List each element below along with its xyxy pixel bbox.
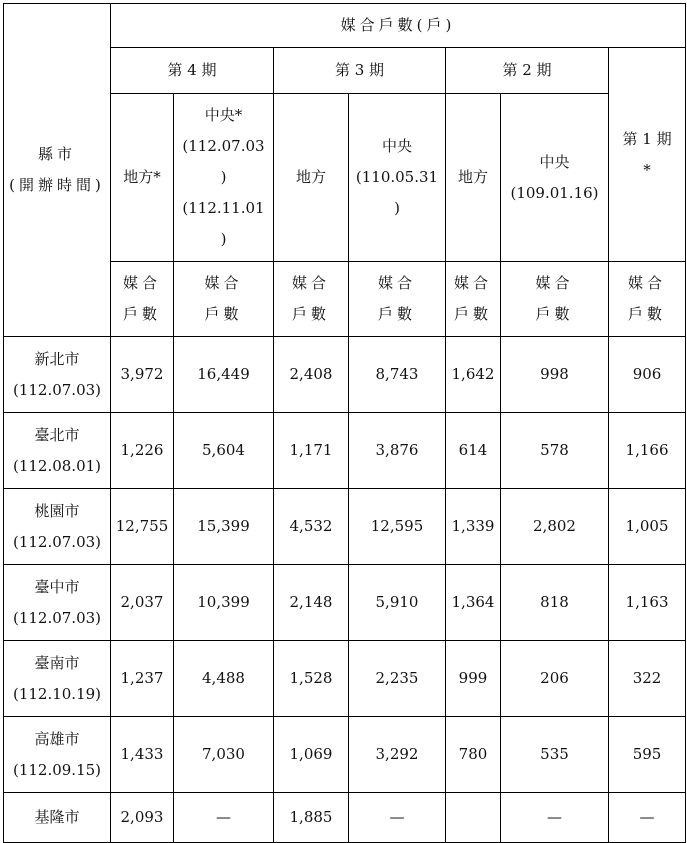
value-cell: 1,171	[274, 413, 349, 489]
table-row	[4, 337, 686, 413]
value-cell: 818	[501, 565, 609, 641]
value-cell: 1,339	[446, 489, 501, 565]
table-row	[4, 413, 686, 489]
value-cell: 578	[501, 413, 609, 489]
period-3-header: 第 3 期	[274, 48, 446, 94]
p3-central-header: 中央 (110.05.31 )	[349, 94, 446, 262]
period-2-header: 第 2 期	[446, 48, 609, 94]
value-cell: 3,972	[111, 337, 174, 413]
value-cell: 1,226	[111, 413, 174, 489]
county-header-sublabel: (開辦時間)	[9, 176, 105, 194]
county-cell: 高雄市 (112.09.15)	[4, 717, 111, 793]
value-cell: 1,885	[274, 793, 349, 843]
value-cell: 2,148	[274, 565, 349, 641]
value-cell: 4,488	[174, 641, 274, 717]
value-cell: 780	[446, 717, 501, 793]
unit-label: 媒合 戶數	[111, 262, 174, 337]
value-cell: 999	[446, 641, 501, 717]
table-row	[4, 717, 686, 793]
value-cell: 322	[609, 641, 686, 717]
value-cell: 1,433	[111, 717, 174, 793]
value-cell: 206	[501, 641, 609, 717]
value-cell: —	[174, 793, 274, 843]
value-cell: 10,399	[174, 565, 274, 641]
value-cell: 998	[501, 337, 609, 413]
value-cell: 1,237	[111, 641, 174, 717]
value-cell: 1,069	[274, 717, 349, 793]
county-column-header	[4, 4, 111, 337]
value-cell: 5,910	[349, 565, 446, 641]
value-cell: 1,364	[446, 565, 501, 641]
value-cell: 1,166	[609, 413, 686, 489]
county-cell: 臺南市 (112.10.19)	[4, 641, 111, 717]
value-cell: 2,408	[274, 337, 349, 413]
value-cell: 595	[609, 717, 686, 793]
value-cell: 5,604	[174, 413, 274, 489]
value-cell: 535	[501, 717, 609, 793]
county-cell: 基隆市	[4, 793, 111, 843]
unit-label: 媒合 戶數	[501, 262, 609, 337]
value-cell: 906	[609, 337, 686, 413]
county-cell: 臺北市 (112.08.01)	[4, 413, 111, 489]
group-title: 媒合戶數(戶)	[111, 4, 686, 48]
value-cell: 4,532	[274, 489, 349, 565]
unit-label: 媒合 戶數	[174, 262, 274, 337]
p4-central-header: 中央* (112.07.03 ) (112.11.01 )	[174, 94, 274, 262]
value-cell: 1,005	[609, 489, 686, 565]
p2-local-header: 地方	[446, 94, 501, 262]
value-cell: 1,163	[609, 565, 686, 641]
value-cell: 8,743	[349, 337, 446, 413]
unit-label: 媒合 戶數	[609, 262, 686, 337]
county-cell: 臺中市 (112.07.03)	[4, 565, 111, 641]
unit-label: 媒合 戶數	[446, 262, 501, 337]
table-row	[4, 565, 686, 641]
value-cell: 7,030	[174, 717, 274, 793]
value-cell: 15,399	[174, 489, 274, 565]
value-cell: —	[501, 793, 609, 843]
value-cell: —	[349, 793, 446, 843]
table-row	[4, 793, 686, 843]
value-cell: 1,642	[446, 337, 501, 413]
value-cell: 12,755	[111, 489, 174, 565]
county-cell: 新北市 (112.07.03)	[4, 337, 111, 413]
county-cell: 桃園市 (112.07.03)	[4, 489, 111, 565]
value-cell	[446, 793, 501, 843]
p3-local-header: 地方	[274, 94, 349, 262]
value-cell: 1,528	[274, 641, 349, 717]
period-1-header: 第 1 期 *	[609, 48, 686, 262]
household-matching-table	[3, 3, 686, 843]
value-cell: 614	[446, 413, 501, 489]
value-cell: 2,802	[501, 489, 609, 565]
value-cell: 16,449	[174, 337, 274, 413]
county-header-label: 縣市	[37, 145, 76, 163]
value-cell: 3,876	[349, 413, 446, 489]
value-cell: 2,037	[111, 565, 174, 641]
value-cell: —	[609, 793, 686, 843]
p4-local-header: 地方*	[111, 94, 174, 262]
value-cell: 2,093	[111, 793, 174, 843]
value-cell: 3,292	[349, 717, 446, 793]
table-row	[4, 641, 686, 717]
table-row	[4, 489, 686, 565]
period-4-header: 第 4 期	[111, 48, 274, 94]
value-cell: 12,595	[349, 489, 446, 565]
unit-label: 媒合 戶數	[349, 262, 446, 337]
value-cell: 2,235	[349, 641, 446, 717]
unit-label: 媒合 戶數	[274, 262, 349, 337]
p2-central-header: 中央 (109.01.16)	[501, 94, 609, 262]
